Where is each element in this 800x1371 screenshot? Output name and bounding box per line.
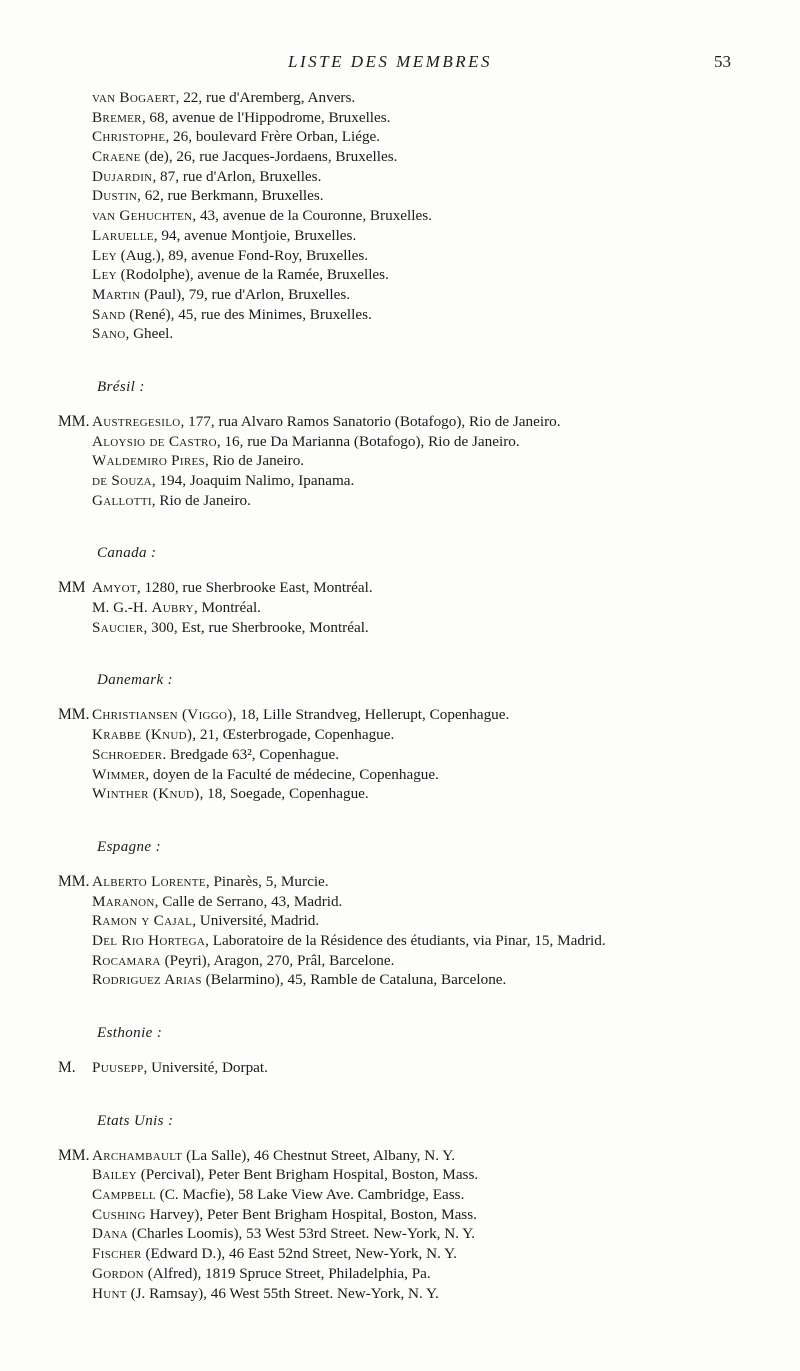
member-address: , Rio de Janeiro. — [204, 452, 305, 470]
member-name: Archambault — [92, 1146, 183, 1164]
member-name: Gordon — [92, 1264, 144, 1282]
member-address: (C. Macfie), 58 Lake View Ave. Cambridge, Eass. — [155, 1186, 465, 1204]
member-name: van Gehuchten — [92, 207, 193, 225]
member-entry — [0, 471, 800, 491]
member-name: Austregesilo — [92, 412, 181, 430]
page-header — [0, 52, 800, 76]
member-entry — [0, 1244, 800, 1264]
member-name: Sano — [92, 325, 126, 343]
member-name: Craene — [92, 148, 141, 166]
member-address: , 18, Soegade, Copenhague. — [199, 785, 369, 803]
member-entry — [0, 1205, 800, 1225]
member-name: Aloysio de Castro — [92, 432, 217, 450]
member-address: (Charles Loomis), 53 West 53rd Street. New-York, N. Y. — [128, 1225, 476, 1243]
member-address: , 1280, rue Sherbrooke East, Montréal. — [136, 579, 373, 597]
member-name: van Bogaert — [92, 89, 176, 106]
member-address: , 43, avenue de la Couronne, Bruxelles. — [192, 207, 432, 225]
country-section — [0, 542, 800, 637]
member-entry — [0, 305, 800, 325]
member-name: Campbell — [92, 1186, 156, 1204]
member-name: Maranon — [92, 892, 155, 910]
member-address: , 87, rue d'Arlon, Bruxelles. — [152, 167, 322, 185]
member-address: , Laboratoire de la Résidence des étudiants, via Pinar, 15, Madrid. — [205, 931, 606, 949]
member-address: , Gheel. — [125, 325, 174, 343]
member-address: , Rio de Janeiro. — [151, 491, 251, 509]
member-address: , Université, Madrid. — [192, 912, 320, 930]
member-name: Dana — [92, 1225, 128, 1243]
member-address: (La Salle), 46 Chestnut Street, Albany, N. Y. — [182, 1146, 456, 1164]
member-address: M. G.-H. — [92, 599, 152, 617]
country-heading: Espagne : — [97, 838, 162, 855]
member-entry — [0, 1224, 800, 1244]
member-address: , 22, rue d'Aremberg, Anvers. — [175, 89, 356, 106]
member-name: Hunt — [92, 1284, 127, 1302]
member-entry — [0, 108, 800, 128]
country-section — [0, 1022, 800, 1078]
member-address: , Montréal. — [193, 599, 261, 617]
country-section — [0, 88, 800, 344]
member-entry — [0, 951, 800, 971]
page-number: 53 — [714, 52, 731, 71]
member-address: (Alfred), 1819 Spruce Street, Philadelphia, Pa. — [143, 1264, 431, 1282]
member-entry — [0, 265, 800, 285]
member-name: Christophe — [92, 128, 166, 146]
member-list — [0, 88, 800, 1303]
member-entry — [0, 491, 800, 511]
member-name: Krabbe (Knud) — [92, 726, 193, 744]
honorific-prefix: M. — [58, 1059, 76, 1076]
member-name: Christiansen (Viggo) — [92, 706, 233, 724]
member-name: Puusepp — [92, 1059, 144, 1076]
member-entry — [0, 892, 800, 912]
member-name: Sand — [92, 305, 126, 323]
member-address: , 177, rua Alvaro Ramos Sanatorio (Botafogo), Rio de Janeiro. — [180, 412, 561, 430]
member-entry — [0, 147, 800, 167]
member-address: , 194, Joaquim Nalimo, Ipanama. — [151, 472, 355, 489]
member-entry — [0, 1264, 800, 1284]
member-name: Gallotti — [92, 491, 152, 509]
member-address: (Belarmino), 45, Ramble de Cataluna, Barcelone. — [201, 971, 507, 989]
country-section — [0, 836, 800, 990]
member-address: , 16, rue Da Marianna (Botafogo), Rio de Janeiro. — [216, 432, 520, 450]
member-entry — [0, 970, 800, 990]
country-heading: Esthonie : — [97, 1025, 163, 1041]
member-entry — [0, 1165, 800, 1185]
member-entry — [0, 451, 800, 471]
member-name: Bremer — [92, 108, 142, 126]
running-title: LISTE DES MEMBRES — [288, 52, 492, 71]
member-address: , 300, Est, rue Sherbrooke, Montréal. — [143, 618, 369, 636]
member-entry — [0, 412, 800, 432]
member-name: Saucier — [92, 618, 144, 636]
member-entry — [0, 745, 800, 765]
member-address: , Calle de Serrano, 43, Madrid. — [154, 892, 343, 910]
country-section — [0, 1110, 800, 1304]
member-name: Schroeder — [92, 745, 163, 763]
member-address: , 21, Œsterbrogade, Copenhague. — [192, 726, 395, 744]
member-name: Cushing — [92, 1205, 146, 1223]
country-section — [0, 376, 800, 510]
country-heading: Danemark : — [97, 672, 174, 689]
member-name: Winther (Knud) — [92, 785, 200, 803]
member-entry — [0, 88, 800, 108]
member-entry — [0, 432, 800, 452]
member-entry — [0, 1146, 800, 1166]
member-entry — [0, 285, 800, 305]
honorific-prefix: MM. — [58, 412, 90, 430]
member-entry — [0, 186, 800, 206]
member-name: Bailey — [92, 1166, 137, 1184]
member-address: , Pinarès, 5, Murcie. — [205, 872, 329, 890]
member-entry — [0, 872, 800, 892]
member-name: Wimmer — [92, 765, 146, 783]
member-entry — [0, 598, 800, 618]
member-entry — [0, 1284, 800, 1304]
member-address: , Université, Dorpat. — [143, 1059, 268, 1076]
member-name: Ramon y Cajal — [92, 912, 193, 930]
member-name: Dustin — [92, 187, 138, 205]
member-entry — [0, 784, 800, 804]
country-section — [0, 669, 800, 803]
member-name: Fischer — [92, 1245, 142, 1263]
member-entry — [0, 127, 800, 147]
member-entry — [0, 765, 800, 785]
member-entry — [0, 167, 800, 187]
member-entry — [0, 206, 800, 226]
honorific-prefix: MM. — [58, 706, 90, 724]
member-entry — [0, 1185, 800, 1205]
member-entry — [0, 246, 800, 266]
member-name: Laruelle — [92, 226, 154, 244]
member-address: , doyen de la Faculté de médecine, Copenhague. — [145, 765, 439, 783]
member-entry — [0, 226, 800, 246]
member-address: . Bredgade 63², Copenhague. — [162, 745, 340, 763]
member-entry — [0, 931, 800, 951]
member-address: (Edward D.), 46 East 52nd Street, New-York, N. Y. — [141, 1245, 457, 1263]
country-heading: Brésil : — [97, 378, 145, 395]
member-entry — [0, 911, 800, 931]
member-entry — [0, 618, 800, 638]
member-name: Dujardin — [92, 167, 153, 185]
country-heading: Canada : — [97, 545, 157, 562]
member-address: (J. Ramsay), 46 West 55th Street. New-York, N. Y. — [126, 1284, 439, 1302]
member-name: Martin — [92, 285, 141, 303]
member-name: Waldemiro Pires — [92, 452, 205, 470]
member-address: , 68, avenue de l'Hippodrome, Bruxelles. — [141, 108, 391, 126]
member-name: Rodriguez Arias — [92, 971, 202, 989]
honorific-prefix: MM — [58, 579, 86, 597]
honorific-prefix: MM. — [58, 872, 90, 890]
member-name: Ley — [92, 266, 117, 284]
member-address: , 18, Lille Strandveg, Hellerupt, Copenhague. — [232, 706, 510, 724]
member-address: , 26, boulevard Frère Orban, Liége. — [165, 128, 381, 146]
country-heading: Etats Unis : — [97, 1112, 174, 1129]
member-name: Del Rio Hortega — [92, 931, 206, 949]
member-entry — [0, 725, 800, 745]
member-name: Amyot — [92, 579, 137, 597]
member-entry — [0, 324, 800, 344]
member-address: , 94, avenue Montjoie, Bruxelles. — [153, 226, 357, 244]
member-name: de Souza — [92, 472, 152, 489]
member-address: (Percival), Peter Bent Brigham Hospital, Boston, Mass. — [136, 1166, 479, 1184]
member-address: (de), 26, rue Jacques-Jordaens, Bruxelles. — [140, 148, 398, 166]
member-entry — [0, 705, 800, 725]
member-entry — [0, 1058, 800, 1078]
member-name: Aubry — [151, 599, 194, 617]
member-address: (Paul), 79, rue d'Arlon, Bruxelles. — [140, 285, 351, 303]
member-address: Harvey), Peter Bent Brigham Hospital, Boston, Mass. — [145, 1205, 477, 1223]
member-address: , 62, rue Berkmann, Bruxelles. — [137, 187, 324, 205]
member-name: Alberto Lorente — [92, 872, 206, 890]
member-name: Rocamara — [92, 951, 161, 969]
member-address: (Aug.), 89, avenue Fond-Roy, Bruxelles. — [116, 246, 369, 264]
member-entry — [0, 578, 800, 598]
member-address: (Rodolphe), avenue de la Ramée, Bruxelles. — [116, 266, 389, 284]
member-name: Ley — [92, 246, 117, 264]
honorific-prefix: MM. — [58, 1146, 90, 1164]
member-address: (Peyri), Aragon, 270, Prâl, Barcelone. — [160, 951, 395, 969]
member-address: (René), 45, rue des Minimes, Bruxelles. — [125, 305, 372, 323]
